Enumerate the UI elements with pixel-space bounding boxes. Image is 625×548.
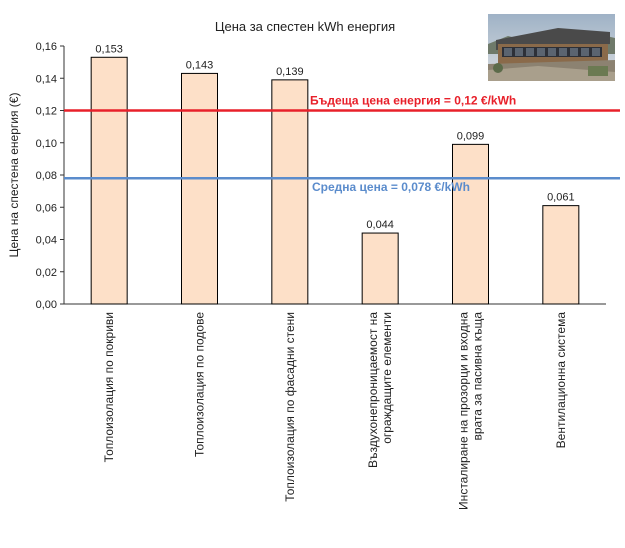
x-category-label [102, 312, 116, 462]
bar [91, 57, 127, 304]
x-category-label [366, 312, 394, 468]
x-category-label-line: Въздухонепроницаемост на [366, 312, 381, 469]
bar [453, 144, 489, 304]
x-category-label-line: Вентилационна система [553, 312, 568, 449]
y-tick-label: 0,06 [35, 202, 57, 215]
y-tick-label: 0,02 [35, 266, 57, 279]
bar-value-label: 0,099 [456, 130, 485, 143]
bar [272, 80, 308, 304]
y-tick-label: 0,12 [35, 105, 57, 118]
x-category-label-line: врата за пасивна къща [470, 312, 485, 441]
chart-title: Цена за спестен kWh енергия [214, 19, 396, 34]
reference-line-label: Бъдеща цена енергия = 0,12 €/kWh [310, 93, 517, 108]
y-tick-label: 0,14 [35, 73, 57, 86]
y-axis-label: Цена на спестена енергия (€) [7, 92, 21, 258]
x-category-label [457, 312, 485, 510]
y-tick-label: 0,08 [35, 170, 57, 182]
y-tick-label: 0,16 [35, 41, 57, 53]
bar-value-label: 0,061 [547, 191, 575, 204]
reference-lines [64, 94, 620, 195]
bar [182, 73, 218, 304]
reference-line-label: Средна цена = 0,078 €/kWh [312, 180, 470, 195]
bar-value-label: 0,143 [185, 59, 214, 72]
bar-value-label: 0,044 [366, 219, 394, 232]
y-tick-label: 0,00 [35, 299, 57, 311]
bar-value-label: 0,153 [95, 43, 123, 56]
x-category-label-line: Топлоизолация по подове [192, 312, 207, 457]
bar [362, 233, 398, 304]
x-category-label [554, 312, 568, 449]
x-category-label [283, 312, 297, 502]
bar [543, 206, 579, 304]
bars [91, 43, 579, 304]
bar-value-label: 0,139 [276, 65, 304, 78]
x-category-label-line: ограждащите елементи [380, 312, 395, 444]
x-category-label-line: Топлоизолация по фасадни стени [282, 312, 297, 502]
x-category-label-line: Топлоизолация по покриви [102, 312, 117, 463]
y-tick-label: 0,04 [35, 234, 57, 247]
x-category-label-line: Инсталиране на прозорци и входна [456, 312, 471, 510]
x-category-label [193, 312, 207, 457]
y-tick-label: 0,10 [35, 137, 57, 150]
x-axis-labels [102, 312, 568, 510]
